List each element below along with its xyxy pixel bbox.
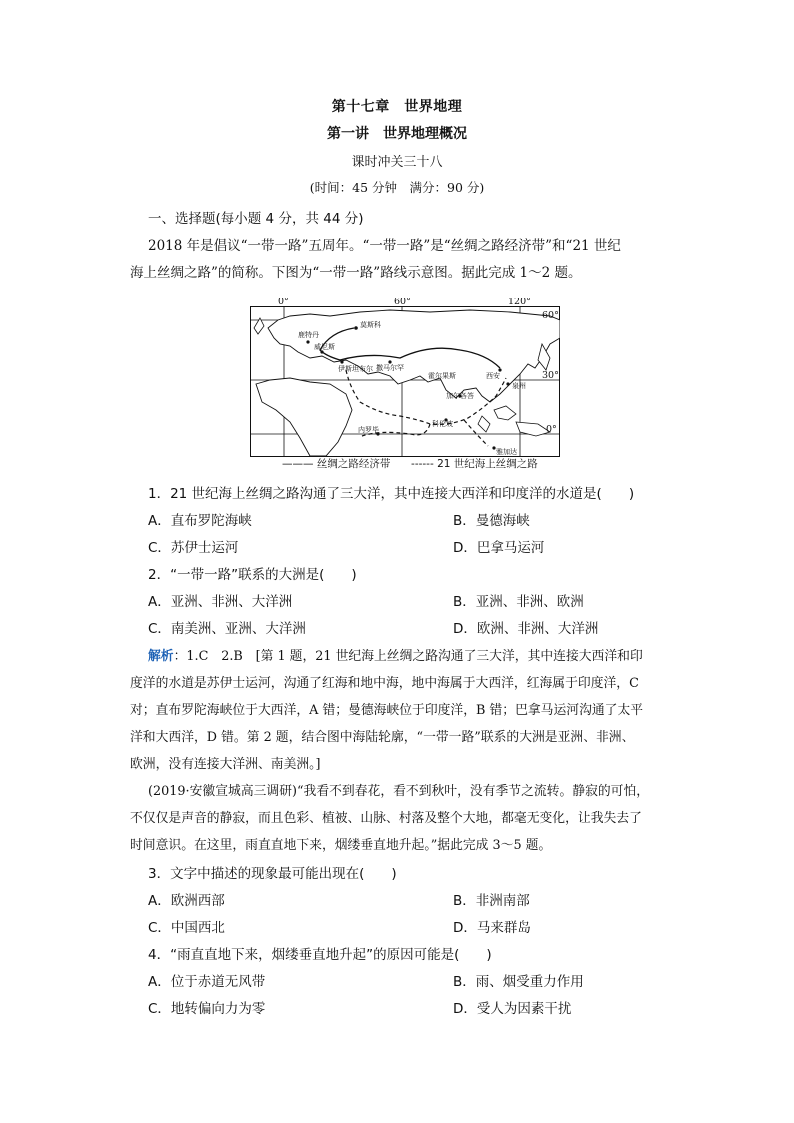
option-d: D．巴拿马运河 xyxy=(453,540,545,556)
lesson-title: 第一讲 世界地理概况 xyxy=(327,126,467,142)
section-title: 一、选择题(每小题 4 分，共 44 分) xyxy=(148,211,364,227)
question-stem: 1．21 世纪海上丝绸之路沟通了三大洋，其中连接大西洋和印度洋的水道是( ) xyxy=(148,486,635,502)
place-label: 加尔各答 xyxy=(446,392,474,400)
analysis-line: 对；直布罗陀海峡位于大西洋，A 错；曼德海峡位于印度洋，B 错；巴拿马运河沟通了太平 xyxy=(130,703,644,718)
option-b: B．曼德海峡 xyxy=(453,513,530,529)
option-c: C．地转偏向力为零 xyxy=(148,1001,266,1017)
place-label: 霍尔果斯 xyxy=(428,372,456,380)
analysis-line: 欧洲，没有连接大洋洲、南美洲。] xyxy=(130,757,321,772)
legend-sea-label: 21 世纪海上丝绸之路 xyxy=(437,458,538,470)
chapter-title: 第十七章 世界地理 xyxy=(331,99,463,115)
option-a: A．亚洲、非洲、大洋洲 xyxy=(148,594,293,610)
place-label: 鹿特丹 xyxy=(298,331,319,339)
intro-line: 2018 年是倡议“一带一路”五周年。“一带一路”是“丝绸之路经济带”和“21 世纪 xyxy=(148,238,621,254)
option-b: B．非洲南部 xyxy=(453,893,530,909)
option-c: C．南美洲、亚洲、大洋洲 xyxy=(148,621,306,637)
option-a: A．位于赤道无风带 xyxy=(148,974,266,990)
question-stem: 2．“一带一路”联系的大洲是( ) xyxy=(148,567,357,583)
question-stem: 4．“雨直直地下来，烟缕垂直地升起”的原因可能是( ) xyxy=(148,947,492,963)
place-label: 科伦坡 xyxy=(432,420,453,428)
option-d: D．欧洲、非洲、大洋洲 xyxy=(453,621,599,637)
lon-label: 60° xyxy=(394,298,411,307)
place-label: 伊斯坦布尔 xyxy=(338,365,373,373)
legend-dashed-line: ------ xyxy=(411,458,438,470)
legend-solid-line: ——— xyxy=(282,458,317,470)
option-a: A．欧洲西部 xyxy=(148,893,225,909)
place-label: 撒马尔罕 xyxy=(376,364,404,372)
practice-title: 课时冲关三十八 xyxy=(351,155,443,170)
analysis-text: ：1.C 2.B [第 1 题，21 世纪海上丝绸之路沟通了三大洋，其中连接大西洋和印 xyxy=(173,649,643,664)
question-stem: 3．文字中描述的现象最可能出现在( ) xyxy=(148,866,397,882)
intro-line: 海上丝绸之路”的简称。下图为“一带一路”路线示意图。据此完成 1～2 题。 xyxy=(130,265,582,281)
option-b: B．亚洲、非洲、欧洲 xyxy=(453,594,584,610)
place-label: 威尼斯 xyxy=(314,343,335,351)
place-label: 西安 xyxy=(486,372,500,380)
place-label: 莫斯科 xyxy=(360,321,381,329)
lon-label: 0° xyxy=(278,298,289,307)
legend-land-label: 丝绸之路经济带 xyxy=(316,458,391,470)
option-c: C．中国西北 xyxy=(148,920,225,936)
place-label: 泉州 xyxy=(512,382,526,390)
lat-label: 60° xyxy=(542,310,559,321)
analysis-line: 度洋的水道是苏伊士运河，沟通了红海和地中海，地中海属于大西洋，红海属于印度洋，C xyxy=(130,676,639,691)
belt-road-map xyxy=(250,298,560,468)
option-c: C．苏伊士运河 xyxy=(148,540,239,556)
passage-line: (2019·安徽宣城高三调研)“我看不到春花，看不到秋叶，没有季节之流转。静寂的可怕， xyxy=(148,784,650,799)
option-d: D．受人为因素干扰 xyxy=(453,1001,572,1017)
option-d: D．马来群岛 xyxy=(453,920,531,936)
analysis-label: 解析 xyxy=(148,649,174,664)
place-label: 内罗毕 xyxy=(358,426,379,434)
passage-line: 时间意识。在这里，雨直直地下来，烟缕垂直地升起。”据此完成 3～5 题。 xyxy=(130,838,552,853)
option-a: A．直布罗陀海峡 xyxy=(148,513,252,529)
option-b: B．雨、烟受重力作用 xyxy=(453,974,584,990)
exam-meta: (时间：45 分钟 满分：90 分) xyxy=(309,180,485,195)
analysis-line: 洋和大西洋，D 错。第 2 题，结合图中海陆轮廓，“一带一路”联系的大洲是亚洲、非洲、 xyxy=(130,730,635,745)
lat-label: 30° xyxy=(542,370,559,381)
lat-label: 0° xyxy=(546,424,557,435)
passage-line: 不仅仅是声音的静寂，而且色彩、植被、山脉、村落及整个大地，都毫无变化，让我失去了 xyxy=(130,811,642,826)
map-legend xyxy=(282,456,538,471)
analysis-line xyxy=(148,645,643,664)
lon-label: 120° xyxy=(508,298,531,307)
place-label: 雅加达 xyxy=(496,448,517,456)
